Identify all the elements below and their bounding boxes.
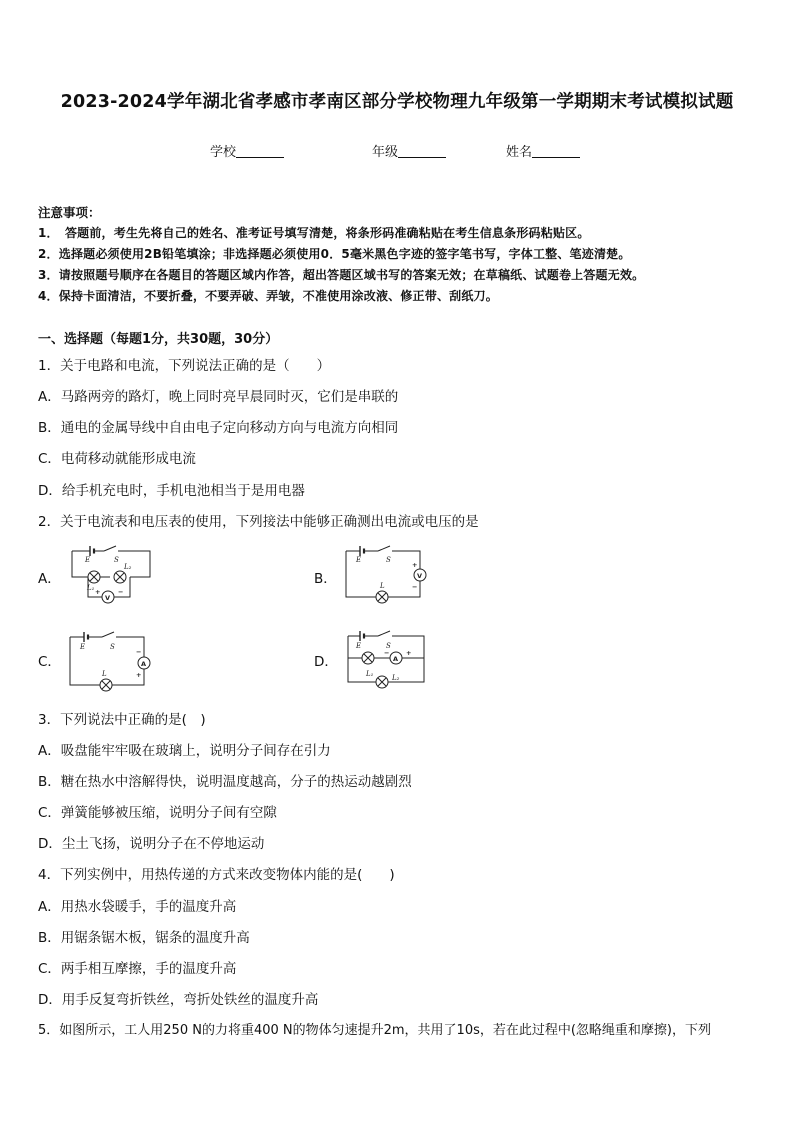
q4-option-c: C．两手相互摩擦，手的温度升高	[38, 961, 237, 977]
label-switch: S	[386, 642, 391, 650]
page-title: 2023-2024学年湖北省孝感市孝南区部分学校物理九年级第一学期期末考试模拟试题	[60, 92, 734, 112]
voltmeter-v-icon: V	[417, 572, 423, 580]
circuit-diagram-d	[344, 626, 430, 690]
terminal-minus: −	[136, 648, 142, 656]
q3-stem: 3．下列说法中正确的是( )	[38, 712, 206, 728]
grade-label: 年级	[372, 145, 399, 160]
note-item: 4．保持卡面清洁，不要折叠，不要弄破、弄皱，不准使用涂改液、修正带、刮纸刀。	[38, 289, 498, 303]
note-item: 2．选择题必须使用2B铅笔填涂；非选择题必须使用0．5毫米黑色字迹的签字笔书写，字体工整、笔迹清楚。	[38, 247, 631, 261]
q4-stem: 4．下列实例中，用热传递的方式来改变物体内能的是( )	[38, 867, 395, 883]
label-switch: S	[386, 556, 391, 564]
name-blank	[532, 145, 580, 158]
terminal-plus: +	[136, 671, 142, 679]
school-label: 学校	[210, 145, 237, 160]
circuit-diagram-c	[66, 627, 154, 689]
label-switch: S	[114, 556, 119, 564]
label-lamp: L	[380, 582, 385, 590]
q5-stem: 5．如图所示，工人用250 N的力将重400 N的物体匀速提升2m，共用了10s，若在此过程中(忽略绳重和摩擦)，下列	[38, 1023, 712, 1038]
q3-option-a: A．吸盘能牢牢吸在玻璃上，说明分子间存在引力	[38, 743, 331, 759]
q3-option-c: C．弹簧能够被压缩，说明分子间有空隙	[38, 805, 277, 821]
note-item: 1． 答题前，考生先将自己的姓名、准考证号填写清楚，将条形码准确粘贴在考生信息条形码粘贴区。	[38, 226, 590, 240]
q3-option-b: B．糖在热水中溶解得快，说明温度越高，分子的热运动越剧烈	[38, 774, 412, 790]
q4-option-d: D．用手反复弯折铁丝，弯折处铁丝的温度升高	[38, 992, 319, 1008]
label-lamp-l2: L₂	[124, 563, 132, 571]
grade-field	[372, 141, 446, 160]
label-battery: E	[356, 556, 362, 564]
q4-option-b: B．用锯条锯木板，锯条的温度升高	[38, 930, 250, 946]
terminal-minus: −	[384, 649, 390, 657]
q2-option-d-label: D．	[314, 654, 338, 670]
terminal-plus: +	[406, 649, 412, 657]
label-lamp-l1: L₁	[366, 670, 374, 678]
q2-option-a-label: A．	[38, 571, 61, 587]
label-lamp-l2: L₂	[392, 674, 400, 682]
q4-option-a: A．用热水袋暖手，手的温度升高	[38, 899, 237, 915]
terminal-plus: +	[95, 588, 101, 596]
ammeter-a-icon: A	[141, 660, 147, 668]
q2-option-b-label: B．	[314, 571, 337, 587]
terminal-minus: −	[118, 588, 124, 596]
voltmeter-v-icon: V	[105, 594, 111, 602]
label-battery: E	[85, 556, 91, 564]
terminal-plus: +	[412, 561, 418, 569]
circuit-diagram-a	[68, 543, 158, 605]
label-battery: E	[356, 642, 362, 650]
q1-stem: 1．关于电路和电流，下列说法正确的是（ ）	[38, 358, 331, 374]
q1-option-c: C．电荷移动就能形成电流	[38, 451, 196, 467]
q2-option-c-label: C．	[38, 654, 61, 670]
ammeter-a-icon: A	[393, 655, 399, 663]
note-item: 3．请按照题号顺序在各题目的答题区域内作答，超出答题区域书写的答案无效；在草稿纸、试题卷上答题无效。	[38, 268, 645, 282]
q1-option-a: A．马路两旁的路灯，晚上同时亮早晨同时灭，它们是串联的	[38, 389, 399, 405]
q3-option-d: D．尘土飞扬，说明分子在不停地运动	[38, 836, 265, 852]
label-switch: S	[110, 643, 115, 651]
name-label: 姓名	[506, 145, 533, 160]
q1-option-d: D．给手机充电时，手机电池相当于是用电器	[38, 483, 305, 499]
section-heading: 一、选择题（每题1分，共30题，30分）	[38, 332, 279, 347]
name-field	[506, 141, 580, 160]
label-lamp: L	[102, 670, 107, 678]
label-battery: E	[80, 643, 86, 651]
label-lamp-l1: L₁	[87, 584, 95, 592]
notes-heading: 注意事项：	[38, 205, 101, 220]
school-blank	[236, 145, 284, 158]
school-field	[210, 141, 284, 160]
terminal-minus: −	[412, 583, 418, 591]
q2-stem: 2．关于电流表和电压表的使用，下列接法中能够正确测出电流或电压的是	[38, 514, 479, 530]
q1-option-b: B．通电的金属导线中自由电子定向移动方向与电流方向相同	[38, 420, 399, 436]
grade-blank	[398, 145, 446, 158]
circuit-diagram-b	[344, 543, 430, 603]
